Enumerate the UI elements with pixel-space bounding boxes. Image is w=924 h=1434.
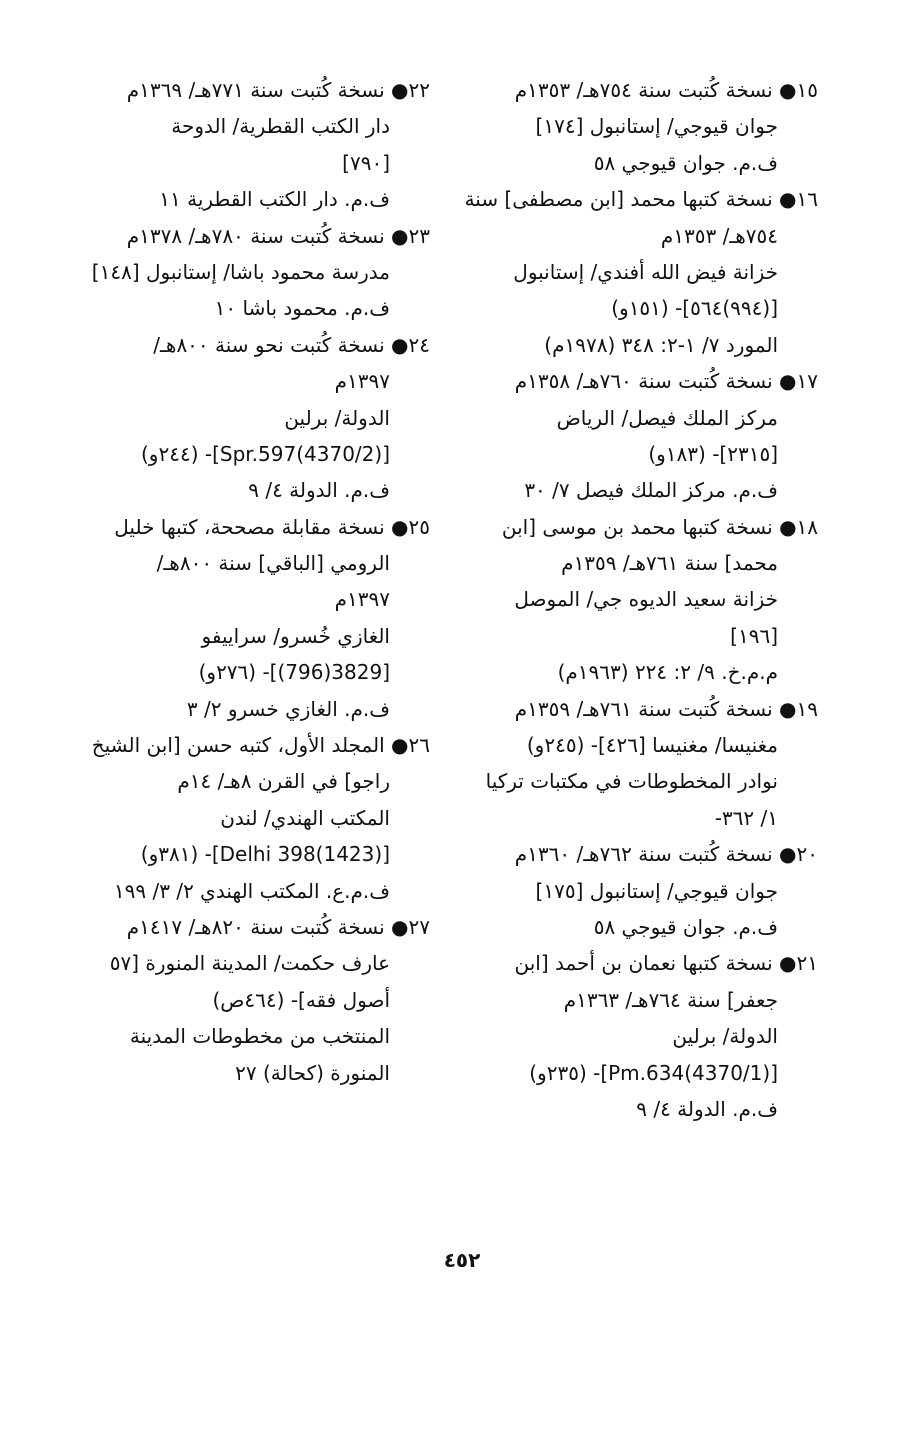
- entry-detail-line: ١٣٩٧م: [334, 587, 390, 612]
- entry-heading-line: ٢٠● نسخة كُتبت سنة ٧٦٢هـ/ ١٣٦٠م: [514, 842, 818, 867]
- entry-detail-line: [3829(796)]- (٢٧٦و): [198, 660, 390, 685]
- entry-detail-line: [Delhi 398(1423)]- (٣٨١و): [140, 842, 390, 867]
- entry-detail-line: الغازي خُسرو/ سراييفو: [201, 623, 390, 648]
- entry-detail-line: المنورة (كحالة) ٢٧: [235, 1060, 390, 1085]
- entry-detail-line: راجو] في القرن ٨هـ/ ١٤م: [177, 769, 390, 794]
- entry-heading-line: ٢٥● نسخة مقابلة مصححة، كتبها خليل: [114, 514, 430, 539]
- entry-detail-line: أصول فقه]- (٤٦٤ص): [212, 987, 390, 1012]
- entry-detail-line: [٧٩٠]: [342, 150, 390, 175]
- entry-detail-line: الدولة/ برلين: [672, 1024, 778, 1049]
- entry-detail-line: ف.م. دار الكتب القطرية ١١: [159, 187, 390, 212]
- entry-detail-line: خزانة سعيد الديوه جي/ الموصل: [514, 587, 778, 612]
- entry-detail-line: دار الكتب القطرية/ الدوحة: [171, 114, 390, 139]
- entry-detail-line: ف.م.ع. المكتب الهندي ٢/ ٣/ ١٩٩: [113, 878, 390, 903]
- entry-detail-line: عارف حكمت/ المدينة المنورة [٥٧: [109, 951, 390, 976]
- entry-detail-line: ف.م. محمود باشا ١٠: [214, 296, 390, 321]
- entry-detail-line: ف.م. جوان قيوجي ٥٨: [593, 150, 778, 175]
- entry-detail-line: ف.م. جوان قيوجي ٥٨: [593, 914, 778, 939]
- entry-detail-line: محمد] سنة ٧٦١هـ/ ١٣٥٩م: [561, 551, 778, 576]
- entry-detail-line: المنتخب من مخطوطات المدينة: [129, 1024, 390, 1049]
- entry-detail-line: ٧٥٤هـ/ ١٣٥٣م: [660, 223, 778, 248]
- entry-detail-line: مدرسة محمود باشا/ إستانبول [١٤٨]: [91, 259, 390, 284]
- entry-detail-line: الرومي [الباقي] سنة ٨٠٠هـ/: [156, 551, 390, 576]
- entry-detail-line: مركز الملك فيصل/ الرياض: [556, 405, 778, 430]
- entry-detail-line: مغنيسا/ مغنيسا [٤٢٦]- (٢٤٥و): [526, 733, 778, 758]
- entry-detail-line: [١٩٦]: [730, 623, 778, 648]
- entry-detail-line: ١/ ٣٦٢-: [714, 805, 778, 830]
- page-number: ٤٥٢: [443, 1248, 481, 1272]
- entry-heading-line: ٢٦● المجلد الأول، كتبه حسن [ابن الشيخ: [91, 733, 430, 758]
- entry-detail-line: [(٩٩٤)٥٦٤]- (١٥١و): [611, 296, 778, 321]
- entry-heading-line: ١٩● نسخة كُتبت سنة ٧٦١هـ/ ١٣٥٩م: [514, 696, 818, 721]
- entry-detail-line: ف.م. الدولة ٤/ ٩: [636, 1096, 778, 1121]
- entry-detail-line: الدولة/ برلين: [284, 405, 390, 430]
- entry-detail-line: ١٣٩٧م: [334, 369, 390, 394]
- entry-heading-line: ٢٤● نسخة كُتبت نحو سنة ٨٠٠هـ/: [153, 332, 430, 357]
- entry-heading-line: ٢٧● نسخة كُتبت سنة ٨٢٠هـ/ ١٤١٧م: [126, 914, 430, 939]
- entry-heading-line: ٢٢● نسخة كُتبت سنة ٧٧١هـ/ ١٣٦٩م: [126, 78, 430, 102]
- entry-detail-line: خزانة فيض الله أفندي/ إستانبول: [513, 259, 778, 284]
- entry-heading-line: ١٧● نسخة كُتبت سنة ٧٦٠هـ/ ١٣٥٨م: [514, 369, 818, 394]
- entry-detail-line: [(4370/1)Pm.634]- (٢٣٥و): [529, 1060, 778, 1085]
- entry-heading-line: ٢٣● نسخة كُتبت سنة ٧٨٠هـ/ ١٣٧٨م: [126, 223, 430, 248]
- entry-detail-line: المورد ٧/ ١-٢: ٣٤٨ (١٩٧٨م): [544, 332, 778, 357]
- entry-detail-line: جوان قيوجي/ إستانبول [١٧٤]: [535, 114, 778, 139]
- entry-detail-line: ف.م. الغازي خسرو ٢/ ٣: [186, 696, 390, 721]
- entry-heading-line: ١٨● نسخة كتبها محمد بن موسى [ابن: [501, 514, 818, 539]
- entry-detail-line: ف.م. مركز الملك فيصل ٧/ ٣٠: [524, 478, 778, 503]
- entry-heading-line: ١٦● نسخة كتبها محمد [ابن مصطفى] سنة: [464, 187, 818, 212]
- entry-detail-line: ف.م. الدولة ٤/ ٩: [248, 478, 390, 503]
- left-column: [78, 72, 430, 1091]
- entry-detail-line: [٢٣١٥]- (١٨٣و): [648, 441, 778, 466]
- entry-detail-line: م.م.خ. ٩/ ٢: ٢٢٤ (١٩٦٣م): [557, 660, 778, 685]
- entry-detail-line: المكتب الهندي/ لندن: [220, 805, 390, 830]
- entry-detail-line: جوان قيوجي/ إستانبول [١٧٥]: [535, 878, 778, 903]
- entry-detail-line: [(4370/2)Spr.597]- (٢٤٤و): [141, 441, 390, 466]
- entry-detail-line: جعفر] سنة ٧٦٤هـ/ ١٣٦٣م: [563, 987, 778, 1012]
- entry-detail-line: نوادر المخطوطات في مكتبات تركيا: [485, 769, 778, 794]
- entry-heading-line: ١٥● نسخة كُتبت سنة ٧٥٤هـ/ ١٣٥٣م: [514, 78, 818, 102]
- entry-heading-line: ٢١● نسخة كتبها نعمان بن أحمد [ابن: [514, 951, 818, 976]
- right-column: [462, 72, 818, 1127]
